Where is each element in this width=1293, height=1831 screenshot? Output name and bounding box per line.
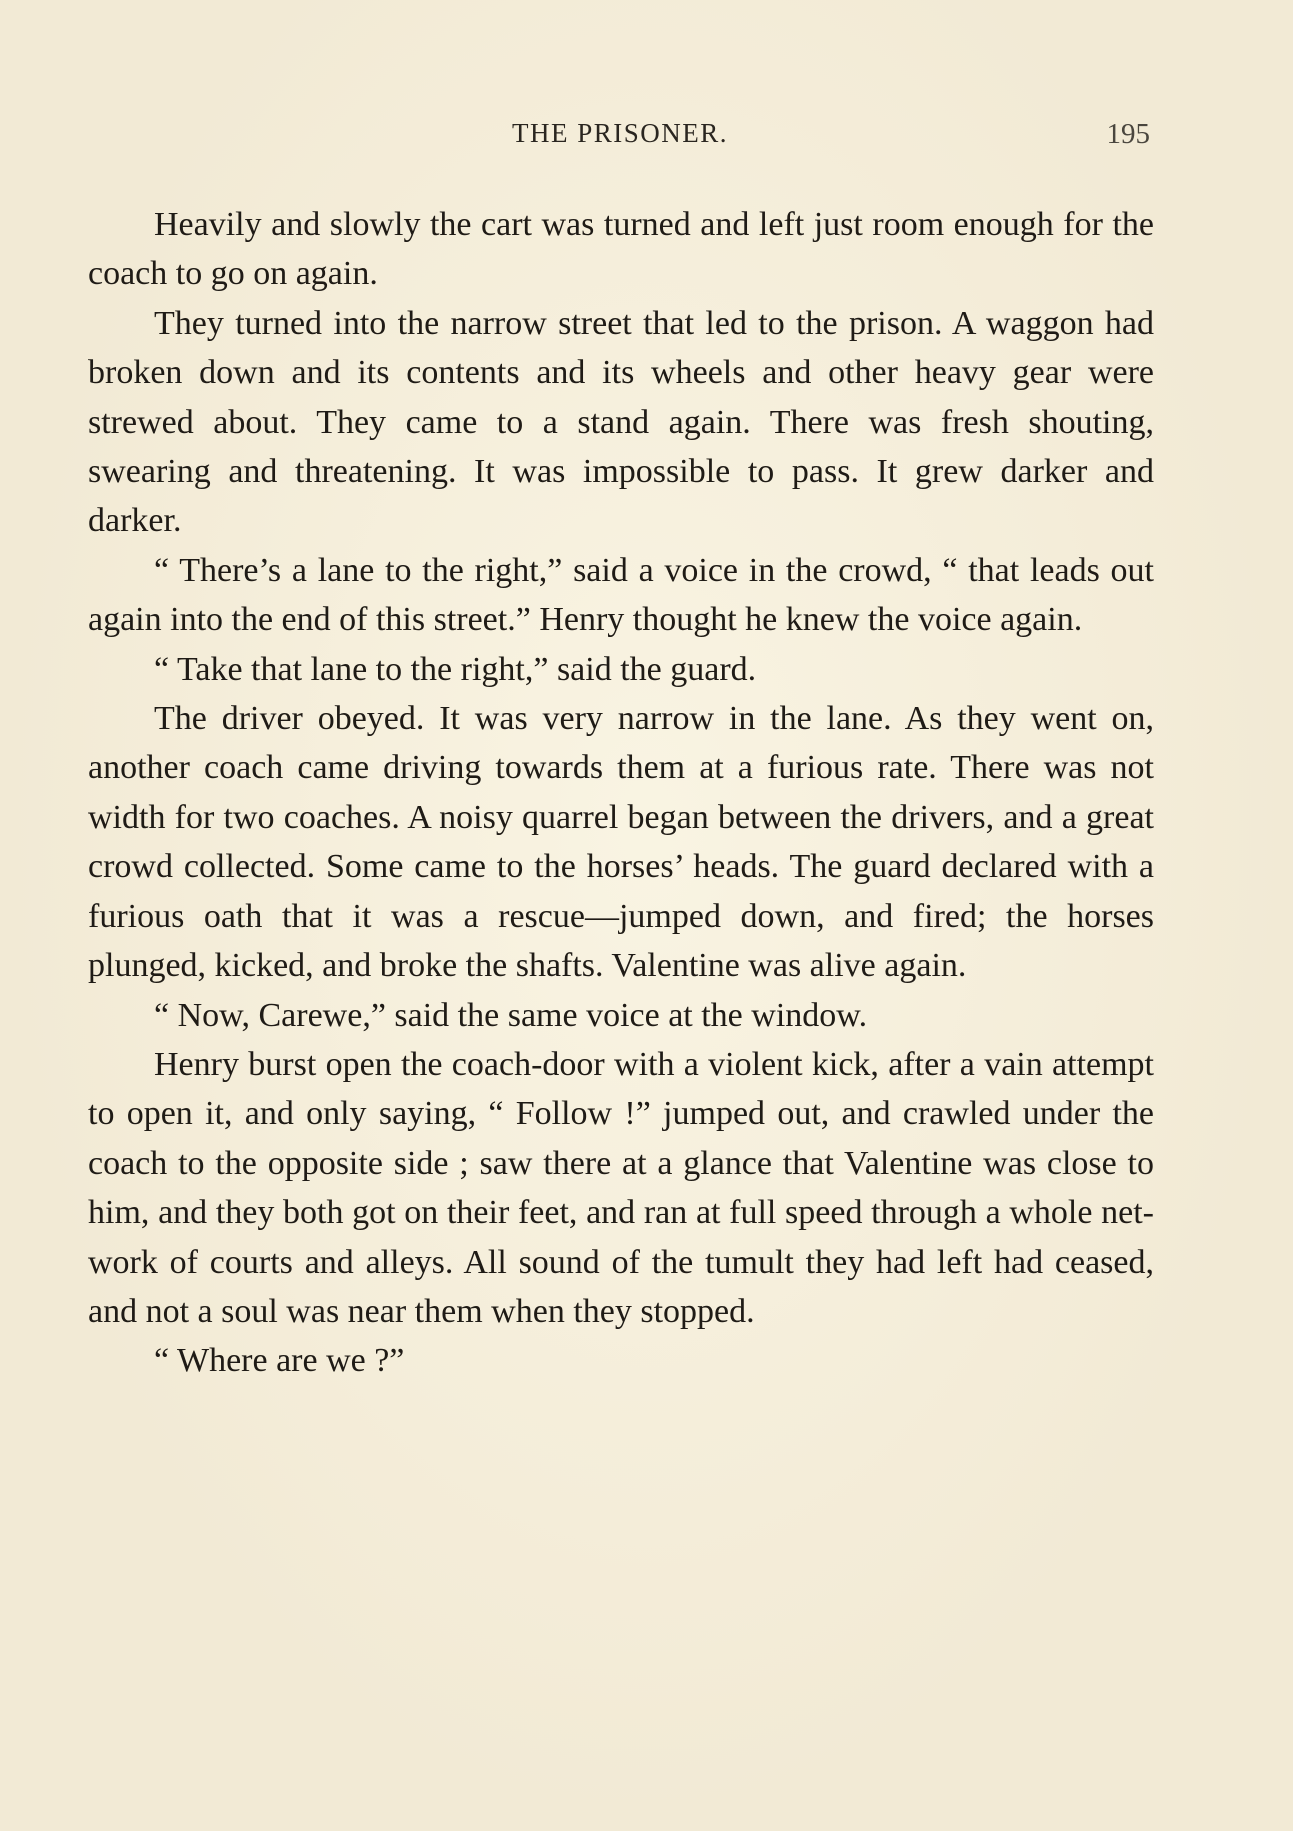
paragraph: Henry burst open the coach-door with a violent kick, after a vain attempt to open it, and only saying, “ Follow !” jumped out, and crawled under the coach to the opposite side ; saw there at a glance that Valentine was close to him, and they both got on their feet, and ran at full speed through a whole net-work of courts and alleys. All sound of the tumult they had left had ceased, and not a soul was near them when they stopped. [88,1045,1154,1330]
paragraph: “ There’s a lane to the right,” said a voice in the crowd, “ that leads out again into the end of this street.” Henry thought he knew the voice again. [88,551,1154,639]
paragraph: “ Take that lane to the right,” said the guard. [154,650,757,688]
running-title: THE PRISONER. [511,118,728,148]
paragraph: “ Now, Carewe,” said the same voice at the window. [154,996,868,1034]
page-number: 195 [1106,118,1150,150]
paragraph: They turned into the narrow street that led to the prison. A waggon had broken down and its contents and its wheels and other heavy gear were strewed about. They came to a stand again. There was fresh shouting, swearing and threatening. It was impossible to pass. It grew darker and darker. [88,304,1154,540]
paragraph: Heavily and slowly the cart was turned and left just room enough for the coach to go on again. [88,206,1154,293]
paragraph: “ Where are we ?” [154,1342,405,1380]
running-head [90,118,1150,154]
body-text [88,200,1154,1386]
paragraph: The driver obeyed. It was very narrow in the lane. As they went on, another coach came driving towards them at a furious rate. There was not width for two coaches. A noisy quarrel began between the drivers, and a great crowd collected. Some came to the horses’ heads. The guard declared with a furious oath that it was a rescue—jumped down, and fired; the horses plunged, kicked, and broke the shafts. Valentine was alive again. [88,700,1154,985]
